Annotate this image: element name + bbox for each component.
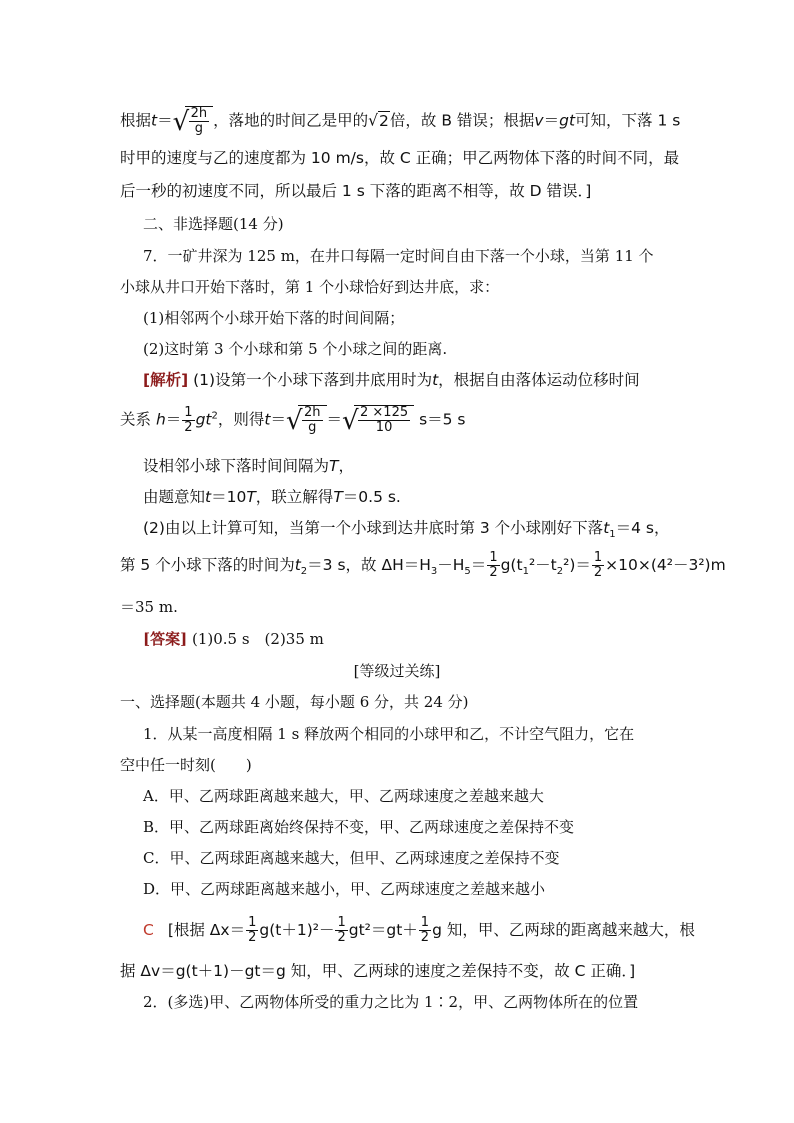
analysis-line-7: ＝35 m.	[120, 598, 178, 616]
q7-line-1: 7．一矿井深为 125 m，在井口每隔一定时间自由下落一个小球，当第 11 个	[143, 247, 654, 265]
frac-den: 2	[593, 565, 603, 580]
analysis-line-5	[143, 517, 670, 546]
text: g(t＋1)²－	[259, 921, 335, 939]
fraction-half	[182, 406, 194, 435]
text: ，	[338, 457, 354, 475]
text: g 知，甲、乙两球的距离越来越大，根	[432, 921, 695, 939]
analysis-line-4	[143, 486, 401, 508]
frac-num: 2h	[303, 405, 321, 420]
text: ＝10	[211, 488, 247, 506]
explanation-line-3: 后一秒的初速度不同，所以最后 1 s 下落的距离不相等，故 D 错误．]	[120, 182, 592, 200]
fraction-half	[246, 916, 258, 945]
analysis-line-1	[143, 369, 640, 391]
q1-line-1: 1．从某一高度相隔 1 s 释放两个相同的小球甲和乙，不计空气阻力，它在	[143, 725, 635, 743]
q7-part-1: (1)相邻两个小球开始下落的时间间隔；	[143, 309, 405, 327]
subscript: 2	[300, 566, 308, 578]
answer-marker: [答案]	[143, 630, 188, 648]
answer-text: (1)0.5 s (2)35 m	[191, 630, 324, 648]
subscript: 1	[609, 529, 616, 541]
var-t: t	[264, 410, 271, 429]
frac-den: g	[194, 121, 203, 136]
sqrt-2: 2	[379, 111, 389, 130]
text: 由题意知	[143, 488, 206, 506]
text: 倍，故 B 错误；根据	[389, 111, 535, 130]
text: g(t	[500, 556, 523, 574]
q2-line-1: 2．(多选)甲、乙两物体所受的重力之比为 1∶2，甲、乙两物体所在的位置	[143, 993, 639, 1011]
radical-sign: √	[285, 406, 303, 436]
var-gt: gt	[195, 410, 212, 429]
frac-num: 1	[337, 915, 346, 930]
var-v: v	[534, 111, 544, 130]
var-t: t	[294, 556, 301, 574]
fraction-half	[419, 916, 431, 945]
explanation-line-2: 时甲的速度与乙的速度都为 10 m/s，故 C 正确；甲乙两物体下落的时间不同，最	[120, 149, 680, 167]
section-1-title: 一、选择题(本题共 4 小题，每小题 6 分，共 24 分)	[120, 693, 469, 711]
var-T: T	[333, 488, 343, 506]
eq: ＝	[326, 410, 343, 429]
analysis-line-3	[143, 455, 354, 477]
level-title: [等级过关练]	[353, 662, 441, 680]
text: [根据 Δx＝	[167, 921, 246, 939]
text: ，联立解得	[255, 488, 334, 506]
q7-line-2: 小球从井口开始下落时，第 1 个小球恰好到达井底，求：	[120, 278, 500, 296]
subscript: 5	[464, 566, 471, 578]
frac-num: 2 ×125	[360, 405, 409, 420]
text: ，落地的时间乙是甲的	[213, 111, 369, 130]
frac-den: 2	[248, 930, 257, 945]
analysis-line-2: 关系 h＝ $\frac{1}{2}$ $gt^2$，则得t＝ √ $\frac{2h}{g}$ ＝ √ $\frac{2 \times 125}{10}$ s＝5 s	[120, 405, 466, 435]
text: 第 5 个小球下落的时间为	[120, 556, 295, 574]
eq: ＝	[165, 410, 182, 429]
text: 关系	[120, 410, 152, 429]
var-T: T	[246, 488, 256, 506]
eq: ＝	[270, 410, 286, 429]
var-t: t	[205, 488, 212, 506]
text: ×10×(4²－3²)m	[605, 556, 726, 574]
explanation-line-1: 根据t＝ √ $\frac{2h}{g}$ ，落地的时间乙是甲的√2倍，故 B 错误；根据v＝gt可知，下落 1 s	[120, 106, 680, 136]
text: ＝4 s，	[615, 519, 670, 537]
q1-line-2: 空中任一时刻( )	[120, 756, 252, 774]
frac-den: 2	[337, 930, 346, 945]
var-t: t	[151, 111, 158, 130]
frac-num: 1	[248, 915, 257, 930]
text: ＝0.5 s.	[342, 488, 401, 506]
var-h: h	[155, 410, 166, 429]
text: ，则得	[217, 410, 265, 429]
sqrt-250-over-10	[342, 405, 414, 435]
q1-option-c: C．甲、乙两球距离越来越大，但甲、乙两球速度之差保持不变	[143, 849, 560, 867]
var-T: T	[329, 457, 339, 475]
text: －H	[437, 556, 465, 574]
var-t: t	[432, 371, 439, 389]
q1-explanation-line-2: 据 Δv＝g(t＋1)－gt＝g 知，甲、乙两球的速度之差保持不变，故 C 正确．]	[120, 962, 636, 980]
text: ＝3 s，故 ΔH＝H	[307, 556, 431, 574]
q1-option-b: B．甲、乙两球距离始终保持不变，甲、乙两球速度之差保持不变	[143, 818, 575, 836]
text: (1)设第一个小球下落到井底用时为	[193, 371, 433, 389]
sqrt-2h-over-g	[173, 106, 214, 136]
text: ＝	[470, 556, 487, 574]
subscript: 3	[430, 566, 438, 578]
var-t: t	[603, 519, 610, 537]
text: gt²＝gt＋	[348, 921, 418, 939]
frac-num: 1	[489, 550, 498, 565]
text: 根据	[120, 111, 152, 130]
frac-num: 1	[184, 404, 193, 420]
sqrt-2h-over-g	[286, 405, 327, 435]
frac-den: 2	[184, 419, 193, 435]
fraction-half	[487, 551, 499, 580]
frac-den: g	[308, 420, 317, 435]
analysis-marker: [解析]	[143, 371, 189, 389]
text: ²)＝	[563, 556, 591, 574]
answer-letter: C	[143, 921, 154, 939]
result: s＝5 s	[419, 410, 466, 429]
eq: ＝	[543, 111, 560, 130]
text: ²－t	[528, 556, 557, 574]
q1-option-a: A．甲、乙两球距离越来越大，甲、乙两球速度之差越来越大	[143, 787, 544, 805]
q1-option-d: D．甲、乙两球距离越来越小，甲、乙两球速度之差越来越小	[143, 880, 546, 898]
fraction-half	[592, 551, 604, 580]
text: 设相邻小球下落时间间隔为	[143, 457, 330, 475]
text: ，根据自由落体运动位移时间	[438, 371, 640, 389]
frac-num: 1	[420, 915, 430, 930]
analysis-line-6: 第 5 个小球下落的时间为$t_2=3$ s，故 $\Delta H=H_3-H_5=$ $\frac{1}{2}$ $g(t_1^2-t_2^2)=$ $\frac{1}{2}$ ×10×(4²－3²)m	[120, 550, 726, 580]
frac-num: 1	[593, 550, 603, 565]
frac-num: 2h	[190, 106, 208, 121]
answer-line	[143, 628, 324, 650]
text: 可知，下落 1 s	[575, 111, 681, 130]
text: (2)由以上计算可知，当第一个小球到达井底时第 3 个小球刚好下落	[143, 519, 604, 537]
section-2-title: 二、非选择题(14 分)	[143, 215, 284, 233]
eq: ＝	[157, 111, 173, 130]
q1-explanation-line-1	[143, 916, 695, 945]
radical-sign: √	[172, 107, 190, 137]
frac-den: 10	[375, 420, 393, 435]
var-gt: gt	[559, 111, 576, 130]
q7-part-2: (2)这时第 3 个小球和第 5 个小球之间的距离.	[143, 340, 448, 358]
fraction-half	[335, 916, 347, 945]
radical-sign: √	[342, 406, 359, 436]
frac-den: 2	[489, 565, 498, 580]
frac-den: 2	[420, 930, 430, 945]
